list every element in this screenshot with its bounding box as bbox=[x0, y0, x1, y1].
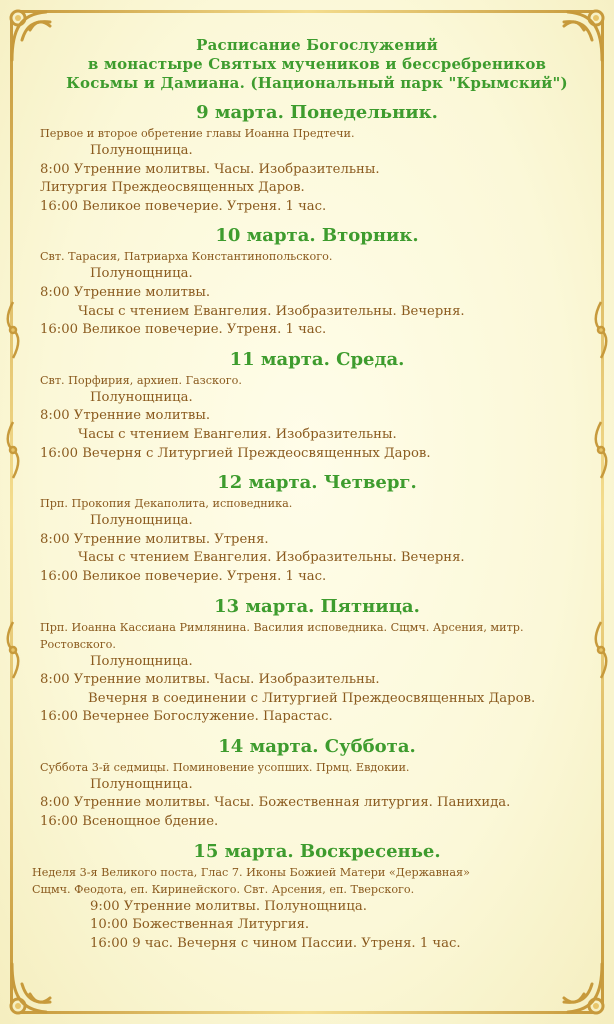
saint-commemoration: Неделя 3-я Великого поста, Глас 7. Иконы Божией Матери «Державная» bbox=[32, 865, 470, 879]
service-line: 16:00 Всенощное бдение. bbox=[40, 814, 219, 830]
saint-commemoration: Первое и второе обретение главы Иоанна Предтечи. bbox=[40, 127, 355, 140]
service-line: 10:00 Божественная Литургия. bbox=[90, 917, 310, 933]
service-line: 8:00 Утренние молитвы. Часы. Изобразительны. bbox=[40, 672, 380, 688]
service-line: 16:00 9 час. Вечерня с чином Пассии. Утреня. 1 час. bbox=[90, 935, 461, 951]
day-block bbox=[40, 471, 594, 586]
service-line: 8:00 Утренние молитвы. Часы. Изобразительны. bbox=[40, 161, 380, 177]
service-line: Полунощница. bbox=[90, 653, 193, 669]
day-block bbox=[32, 840, 594, 954]
saint-commemoration: Прп. Иоанна Кассиана Римлянина. Василия исповедника. Сщмч. Арсения, митр. Ростовского. bbox=[40, 620, 524, 651]
side-ornament-icon bbox=[592, 300, 610, 360]
service-line: Часы с чтением Евангелия. Изобразительны. bbox=[78, 426, 397, 442]
day-heading: 9 марта. Понедельник. bbox=[196, 102, 438, 123]
title-line: Косьмы и Дамиана. (Национальный парк "Крымский") bbox=[66, 74, 568, 92]
saint-commemoration: Прп. Прокопия Декаполита, исповедника. bbox=[40, 497, 293, 511]
corner-ornament-icon bbox=[0, 954, 70, 1024]
service-line: Полунощница. bbox=[90, 776, 193, 792]
day-heading: 10 марта. Вторник. bbox=[215, 225, 419, 247]
service-line: 16:00 Вечерня с Литургией Преждеосвященных Даров. bbox=[40, 445, 431, 461]
day-heading: 14 марта. Суббота. bbox=[218, 735, 416, 757]
side-ornament-icon bbox=[592, 620, 610, 680]
title-line: в монастыре Святых мучеников и бессребреников bbox=[87, 55, 547, 73]
frame-bottom-border bbox=[20, 1011, 594, 1014]
service-line: 8:00 Утренние молитвы. Часы. Божественная литургия. Панихида. bbox=[40, 795, 511, 811]
service-line: 8:00 Утренние молитвы. Утреня. bbox=[40, 531, 269, 547]
day-block bbox=[40, 735, 594, 832]
frame-left-border bbox=[10, 20, 13, 1004]
service-line: 9:00 Утренние молитвы. Полунощница. bbox=[90, 898, 367, 914]
service-line: 16:00 Вечернее Богослужение. Парастас. bbox=[40, 709, 333, 725]
day-heading: 13 марта. Пятница. bbox=[214, 595, 420, 617]
day-block bbox=[40, 101, 594, 216]
service-line: Часы с чтением Евангелия. Изобразительны. Вечерня. bbox=[78, 303, 465, 319]
service-line: Литургия Преждеосвященных Даров. bbox=[40, 180, 305, 196]
side-ornament-icon bbox=[4, 420, 22, 480]
schedule-content bbox=[32, 36, 594, 953]
service-line: Часы с чтением Евангелия. Изобразительны. Вечерня. bbox=[78, 550, 465, 566]
saint-commemoration: Сщмч. Феодота, еп. Киринейского. Свт. Арсения, еп. Тверского. bbox=[32, 882, 415, 896]
service-line: Вечерня в соединении с Литургией Преждеосвященных Даров. bbox=[88, 690, 536, 706]
day-heading: 12 марта. Четверг. bbox=[217, 472, 417, 494]
service-line: Полунощница. bbox=[90, 513, 193, 529]
saint-commemoration: Свт. Тарасия, Патриарха Константинопольского. bbox=[40, 250, 333, 264]
frame-top-border bbox=[20, 10, 594, 13]
saint-commemoration: Свт. Порфирия, архиеп. Газского. bbox=[40, 373, 242, 387]
day-heading: 15 марта. Воскресенье. bbox=[193, 840, 441, 862]
service-line: 16:00 Великое повечерие. Утреня. 1 час. bbox=[40, 198, 327, 214]
title-line: Расписание Богослужений bbox=[196, 36, 438, 54]
service-line: 16:00 Великое повечерие. Утреня. 1 час. bbox=[40, 322, 327, 338]
side-ornament-icon bbox=[592, 420, 610, 480]
day-block bbox=[40, 224, 594, 339]
service-line: 8:00 Утренние молитвы. bbox=[40, 408, 211, 424]
service-line: 8:00 Утренние молитвы. bbox=[40, 284, 211, 300]
page-title bbox=[40, 36, 594, 93]
day-heading: 11 марта. Среда. bbox=[229, 348, 405, 370]
day-block bbox=[40, 348, 594, 463]
side-ornament-icon bbox=[4, 620, 22, 680]
service-line: Полунощница. bbox=[90, 389, 193, 405]
day-block bbox=[40, 595, 594, 727]
side-ornament-icon bbox=[4, 300, 22, 360]
service-line: 16:00 Великое повечерие. Утреня. 1 час. bbox=[40, 568, 327, 584]
saint-commemoration: Суббота 3-й седмицы. Поминовение усопших. Прмц. Евдокии. bbox=[40, 760, 410, 774]
corner-ornament-icon bbox=[544, 954, 614, 1024]
frame-right-border bbox=[601, 20, 604, 1004]
service-line: Полунощница. bbox=[90, 143, 193, 158]
service-line: Полунощница. bbox=[90, 266, 193, 282]
